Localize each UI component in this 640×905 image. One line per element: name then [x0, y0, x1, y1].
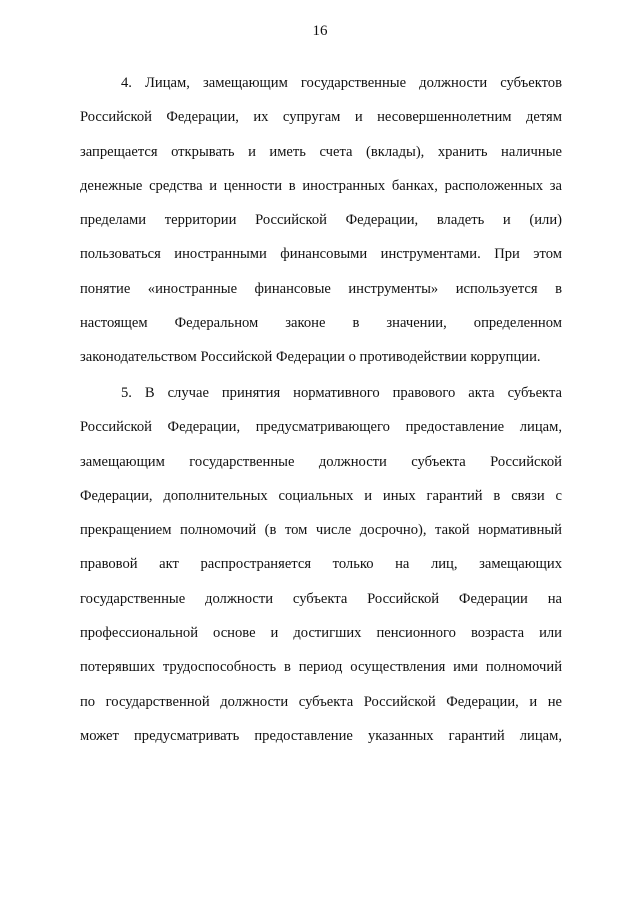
text-line: денежные средства и ценности в иностранных банках, расположенных за — [80, 177, 562, 194]
page-number: 16 — [312, 23, 328, 39]
paragraph-5 — [80, 376, 562, 753]
document-body — [80, 66, 562, 755]
paragraph-4 — [80, 66, 562, 375]
text-line: пользоваться иностранными финансовыми инструментами. При этом — [80, 246, 562, 263]
text-line: Российской Федерации, их супругам и несовершеннолетним детям — [80, 109, 562, 126]
text-line: потерявших трудоспособность в период осуществления ими полномочий — [80, 659, 562, 676]
text-line: прекращением полномочий (в том числе досрочно), такой нормативный — [80, 522, 562, 539]
text-line: 5. В случае принятия нормативного правового акта субъекта — [121, 384, 562, 401]
text-line: настоящем Федеральном законе в значении, определенном — [80, 315, 562, 332]
text-line: запрещается открывать и иметь счета (вклады), хранить наличные — [80, 143, 562, 160]
text-line: замещающим государственные должности субъекта Российской — [80, 453, 562, 470]
text-line: 4. Лицам, замещающим государственные должности субъектов — [121, 75, 562, 91]
text-line: Федерации, дополнительных социальных и иных гарантий в связи с — [80, 487, 562, 504]
text-line: Российской Федерации, предусматривающего предоставление лицам, — [80, 419, 562, 436]
text-line: законодательством Российской Федерации о противодействии коррупции. — [80, 349, 541, 366]
text-line: пределами территории Российской Федерации, владеть и (или) — [80, 212, 562, 229]
text-line: по государственной должности субъекта Российской Федерации, и не — [80, 693, 562, 710]
text-line: может предусматривать предоставление указанных гарантий лицам, — [80, 727, 562, 744]
text-line: профессиональной основе и достигших пенсионного возраста или — [80, 625, 562, 642]
text-line: понятие «иностранные финансовые инструменты» используется в — [80, 280, 562, 297]
text-line: правовой акт распространяется только на лиц, замещающих — [80, 556, 562, 573]
text-line: государственные должности субъекта Российской Федерации на — [80, 590, 562, 607]
